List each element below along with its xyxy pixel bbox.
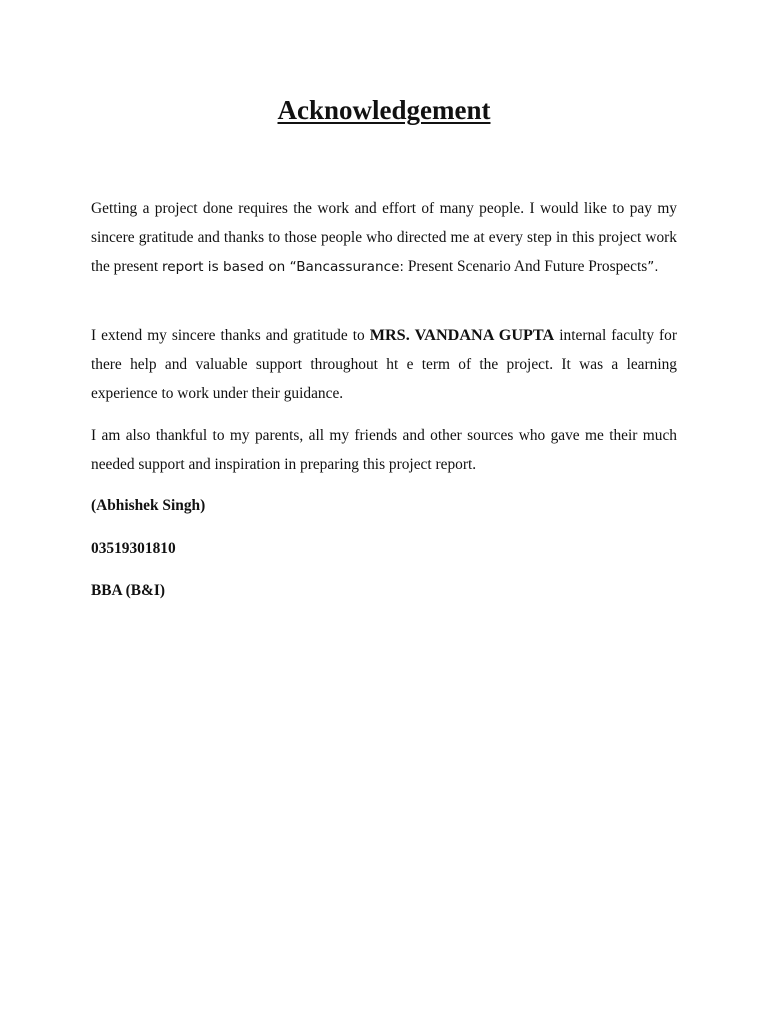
paragraph-project-intro	[91, 194, 677, 282]
paragraph-family-thanks: I am also thankful to my parents, all my friends and other sources who gave me their much needed support and inspiration in preparing this project report.	[91, 427, 677, 473]
page-title: Acknowledgement	[277, 95, 491, 125]
signature-name: (Abhishek Singh)	[91, 497, 206, 514]
report-topic-prefix: report is based on “Bancassurance:	[161, 259, 405, 275]
report-topic-title: Present Scenario And Future Prospects	[404, 258, 648, 275]
paragraph-faculty-thanks	[91, 321, 677, 408]
paragraph-faculty-thanks-end: internal faculty for there help and valuable support throughout ht e term of the project. It was a learning experience to work under their guidance.	[91, 327, 677, 402]
paragraph-faculty-thanks-start: I extend my sincere thanks and gratitude to	[91, 327, 370, 344]
report-topic-closing-quote: ”.	[647, 259, 659, 275]
signature-roll-number: 03519301810	[91, 540, 176, 557]
signature-course: BBA (B&I)	[91, 582, 165, 599]
paragraph-project-intro-text: Getting a project done requires the work and effort of many people. I would like to pay my sincere gratitude and thanks to those people who directed me at every step in this project work the present	[91, 200, 677, 275]
faculty-name: MRS. VANDANA GUPTA	[369, 326, 555, 344]
